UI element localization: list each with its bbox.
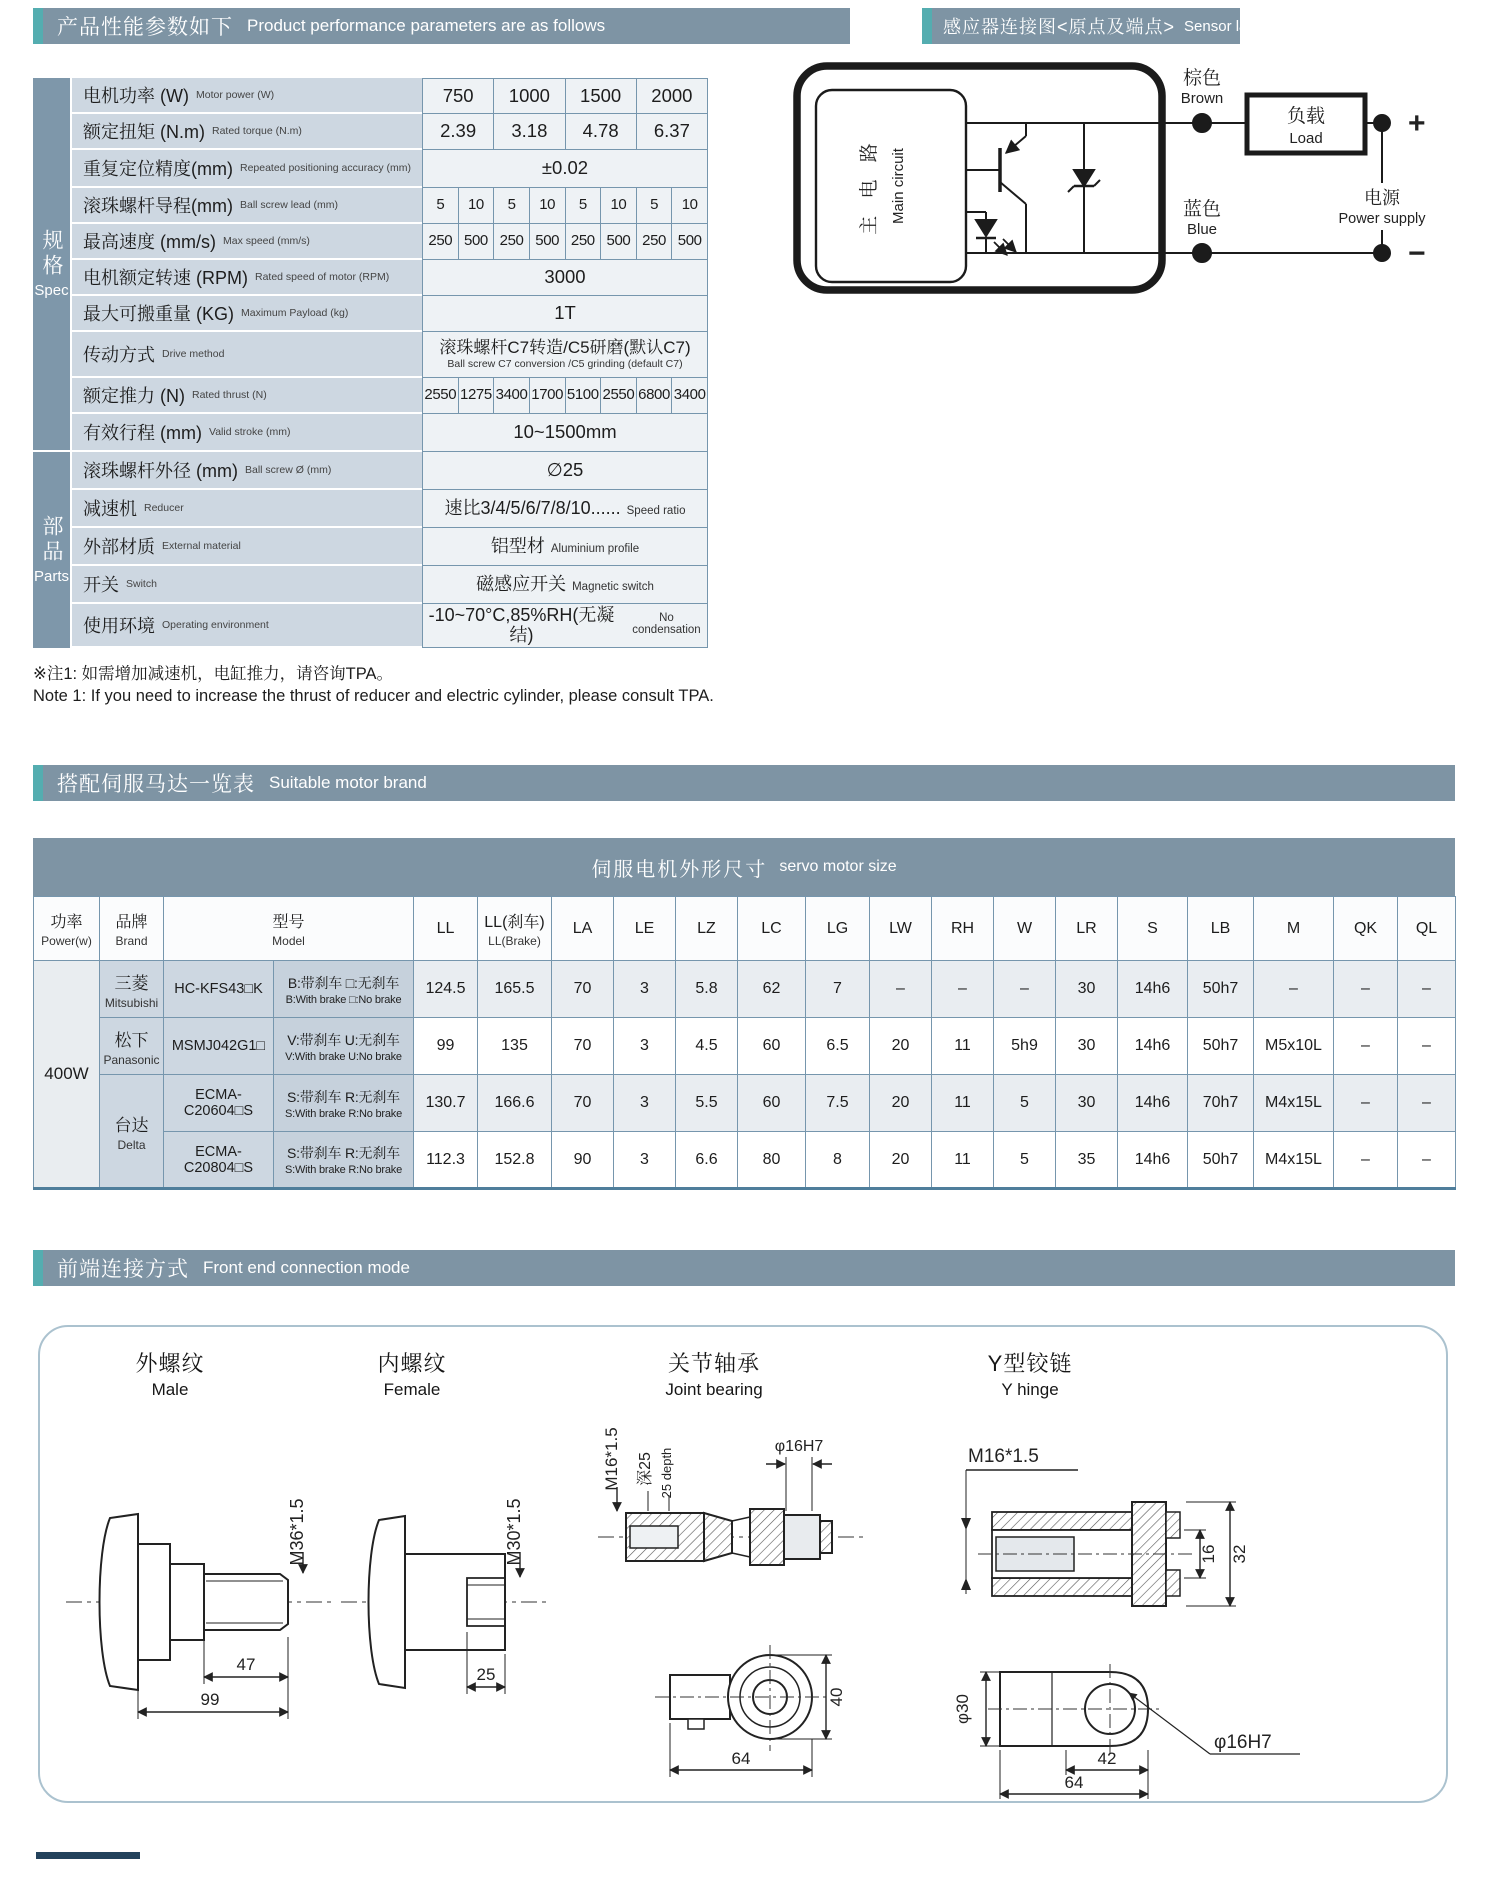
motor-table-title (33, 838, 1455, 896)
led-symbol (966, 212, 1016, 255)
spec-row-label: 电机功率 (W) Motor power (W) (72, 78, 422, 114)
dimension-cell: – (1398, 1132, 1456, 1189)
dimension-cell: 11 (932, 1075, 994, 1132)
spec-row-label: 传动方式 Drive method (72, 332, 422, 378)
spec-value-cell: ∅25 (422, 452, 707, 490)
spec-row-values (422, 188, 708, 224)
male-thread-label: M36*1.5 (287, 1498, 307, 1566)
dimension-cell: 3 (614, 961, 676, 1018)
motor-section-header (33, 765, 1455, 801)
spec-row-values (422, 150, 708, 188)
front-title-en: Front end connection mode (203, 1258, 410, 1277)
spec-row-values (422, 224, 708, 260)
header-col-M: M (1254, 897, 1334, 961)
teal-accent-bar (33, 1250, 43, 1286)
dimension-cell: 14h6 (1118, 961, 1188, 1018)
dimension-cell: 80 (738, 1132, 806, 1189)
load-label-zh: 负载 (1286, 106, 1326, 127)
dimension-cell: 70 (552, 1075, 614, 1132)
sidebar-parts-zh: 部品 (40, 515, 63, 565)
male-dim-99: 99 (200, 1690, 220, 1709)
note-en: Note 1: If you need to increase the thrust of reducer and electric cylinder, please consult TPA. (33, 687, 714, 705)
teal-accent-bar (922, 8, 932, 44)
spec-row-label: 最大可搬重量 (KG) Maximum Payload (kg) (72, 296, 422, 332)
spec-value-cell: 1275 (458, 378, 494, 414)
dimension-cell: M4x15L (1254, 1132, 1334, 1189)
brown-terminal-dot (1193, 114, 1211, 132)
header-col-LL: LL (414, 897, 478, 961)
dimension-cell: 70 (552, 1018, 614, 1075)
sensor-body-outline (797, 66, 1162, 290)
header-col-LB: LB (1188, 897, 1254, 961)
dimension-cell: – (870, 961, 932, 1018)
sidebar-spec (33, 78, 70, 450)
spec-value-cell: 250 (565, 224, 601, 260)
spec-table (33, 78, 708, 648)
dimension-cell: 62 (738, 961, 806, 1018)
header-col-LL(刹车): LL(刹车) LL(Brake) (478, 897, 552, 961)
dimension-cell: 60 (738, 1075, 806, 1132)
dimension-cell: 50h7 (1188, 961, 1254, 1018)
spec-row (72, 378, 708, 414)
spec-row-label: 重复定位精度(mm) Repeated positioning accuracy (mm) (72, 150, 422, 188)
dimension-cell: 30 (1056, 961, 1118, 1018)
spec-value-cell: 6.37 (636, 114, 707, 150)
spec-row (72, 188, 708, 224)
dimension-cell: – (932, 961, 994, 1018)
dimension-cell: 8 (806, 1132, 870, 1189)
dimension-cell: 35 (1056, 1132, 1118, 1189)
motor-table-title-zh: 伺服电机外形尺寸 (591, 858, 768, 881)
model-cell: ECMA-C20804□S (164, 1132, 274, 1189)
dimension-cell: 7 (806, 961, 870, 1018)
spec-row (72, 260, 708, 296)
main-circuit-label-en: Main circuit (890, 148, 907, 224)
spec-row-values (422, 452, 708, 490)
dimension-cell: 4.5 (676, 1018, 738, 1075)
spec-row-values (422, 490, 708, 528)
sidebar-parts (33, 452, 70, 648)
dimension-cell: 14h6 (1118, 1132, 1188, 1189)
transistor-symbol (966, 123, 1026, 253)
dimension-cell: 3 (614, 1132, 676, 1189)
spec-row-label: 电机额定转速 (RPM) Rated speed of motor (RPM) (72, 260, 422, 296)
spec-row-values (422, 414, 708, 452)
sidebar-parts-en: Parts (33, 568, 69, 585)
spec-value-cell: 1700 (529, 378, 565, 414)
spec-row-values (422, 604, 708, 648)
sensor-section-header (922, 8, 1276, 44)
spec-header-band (43, 8, 850, 44)
spec-rows (72, 78, 708, 648)
dimension-cell: 166.6 (478, 1075, 552, 1132)
dimension-cell: 14h6 (1118, 1018, 1188, 1075)
spec-row (72, 296, 708, 332)
spec-value-cell: 6800 (636, 378, 672, 414)
dimension-cell: 11 (932, 1132, 994, 1189)
spec-value-cell: 5 (636, 188, 672, 224)
yhinge-dim-16: 16 (1199, 1544, 1218, 1564)
sidebar-spec-en: Spec (34, 282, 69, 299)
dimension-cell: 30 (1056, 1075, 1118, 1132)
spec-row (72, 452, 708, 490)
dimension-cell: 7.5 (806, 1075, 870, 1132)
dimension-cell: – (1398, 961, 1456, 1018)
female-title-zh: 内螺纹 (377, 1351, 447, 1376)
header-col-LC: LC (738, 897, 806, 961)
dimension-cell: – (994, 961, 1056, 1018)
brake-option-cell: B:带刹车 □:无刹车 B:With brake □:No brake (274, 961, 414, 1018)
dimension-cell: 70h7 (1188, 1075, 1254, 1132)
yhinge-title-zh: Y型铰链 (987, 1351, 1073, 1376)
spec-row (72, 332, 708, 378)
spec-value-cell: 2550 (600, 378, 636, 414)
front-header-band (43, 1250, 1455, 1286)
spec-value-cell: 速比3/4/5/6/7/8/10...... Speed ratio (422, 490, 707, 528)
dimension-cell: 14h6 (1118, 1075, 1188, 1132)
spec-row-values (422, 528, 708, 566)
spec-title-en: Product performance parameters are as follows (247, 16, 606, 35)
dimension-cell: 50h7 (1188, 1018, 1254, 1075)
yhinge-bore-label: φ16H7 (1214, 1732, 1272, 1753)
spec-value-cell: 10 (529, 188, 565, 224)
dimension-cell: – (1334, 1132, 1398, 1189)
dimension-cell: – (1398, 1075, 1456, 1132)
dimension-cell: M5x10L (1254, 1018, 1334, 1075)
header-col-power: 功率 Power(w) (34, 897, 100, 961)
spec-value-cell: 3400 (671, 378, 707, 414)
yhinge-title-en: Y hinge (1001, 1380, 1059, 1399)
joint-dim-64: 64 (731, 1749, 751, 1768)
spec-value-cell: 3.18 (493, 114, 564, 150)
header-col-LR: LR (1056, 897, 1118, 961)
dimension-cell: 30 (1056, 1018, 1118, 1075)
spec-value-cell: 250 (422, 224, 458, 260)
zener-diode-symbol (1068, 123, 1100, 253)
sensor-wiring-diagram (772, 52, 1472, 314)
plus-sign: + (1408, 107, 1426, 140)
spec-row-label: 外部材质 External material (72, 528, 422, 566)
spec-row (72, 114, 708, 150)
power-label-zh: 电源 (1364, 188, 1400, 208)
header-col-LA: LA (552, 897, 614, 961)
spec-value-cell: 2000 (636, 78, 707, 114)
load-label-en: Load (1289, 130, 1323, 147)
spec-row (72, 604, 708, 648)
spec-value-cell: 250 (493, 224, 529, 260)
spec-row (72, 78, 708, 114)
spec-row-label: 有效行程 (mm) Valid stroke (mm) (72, 414, 422, 452)
yhinge-dim-64: 64 (1064, 1773, 1084, 1792)
spec-value-cell: 10 (600, 188, 636, 224)
joint-thread-label: M16*1.5 (602, 1427, 621, 1491)
dimension-cell: 70 (552, 961, 614, 1018)
spec-value-cell: 10 (458, 188, 494, 224)
spec-title-zh: 产品性能参数如下 (57, 16, 233, 39)
yhinge-dim-32: 32 (1230, 1544, 1249, 1564)
female-dim-25: 25 (476, 1665, 496, 1684)
spec-row-label: 减速机 Reducer (72, 490, 422, 528)
spec-value-cell: 500 (600, 224, 636, 260)
motor-header-band (43, 765, 1455, 801)
male-title (60, 1347, 280, 1400)
dimension-cell: – (1254, 961, 1334, 1018)
sensor-title-zh: 感应器连接图<原点及端点> (943, 17, 1176, 37)
joint-bore-label: φ16H7 (774, 1438, 824, 1455)
sensor-header-band (932, 8, 1276, 44)
spec-value-cell: 5 (422, 188, 458, 224)
spec-value-cell: 1000 (493, 78, 564, 114)
header-col-LG: LG (806, 897, 870, 961)
header-col-model: 型号 Model (164, 897, 414, 961)
front-title-zh: 前端连接方式 (57, 1258, 189, 1281)
spec-row-label: 开关 Switch (72, 566, 422, 604)
spec-value-cell: 500 (458, 224, 494, 260)
model-cell: ECMA-C20604□S (164, 1075, 274, 1132)
dimension-cell: 124.5 (414, 961, 478, 1018)
spec-value-cell: 5 (493, 188, 529, 224)
spec-row-values (422, 260, 708, 296)
spec-value-cell: 500 (529, 224, 565, 260)
dimension-cell: – (1398, 1018, 1456, 1075)
header-col-LW: LW (870, 897, 932, 961)
spec-value-cell: 3000 (422, 260, 707, 296)
spec-value-cell: 5 (565, 188, 601, 224)
spec-row-values (422, 332, 708, 378)
brake-option-cell: V:带刹车 U:无刹车 V:With brake U:No brake (274, 1018, 414, 1075)
model-cell: HC-KFS43□K (164, 961, 274, 1018)
blue-terminal-dot (1193, 244, 1211, 262)
header-col-LE: LE (614, 897, 676, 961)
spec-row-values (422, 378, 708, 414)
yhinge-dia-30: φ30 (953, 1694, 972, 1724)
dimension-cell: 50h7 (1188, 1132, 1254, 1189)
dimension-cell: 3 (614, 1018, 676, 1075)
sidebar-spec-zh: 规格 (40, 229, 63, 279)
motor-table-title-en: servo motor size (779, 858, 897, 875)
yhinge-thread-label: M16*1.5 (968, 1446, 1039, 1467)
front-section-header (33, 1250, 1455, 1286)
spec-row-label: 滚珠螺杆外径 (mm) Ball screw Ø (mm) (72, 452, 422, 490)
dimension-cell: 90 (552, 1132, 614, 1189)
spec-row (72, 566, 708, 604)
spec-row (72, 224, 708, 260)
header-col-QL: QL (1398, 897, 1456, 961)
dimension-cell: – (1334, 961, 1398, 1018)
spec-value-cell: 10~1500mm (422, 414, 707, 452)
motor-row (34, 1132, 1456, 1189)
spec-value-cell: 3400 (493, 378, 529, 414)
dimension-cell: – (1334, 1075, 1398, 1132)
brake-option-cell: S:带刹车 R:无刹车 S:With brake R:No brake (274, 1075, 414, 1132)
teal-accent-bar (33, 765, 43, 801)
spec-value-cell: 750 (422, 78, 493, 114)
minus-sign: − (1408, 237, 1426, 270)
spec-row (72, 150, 708, 188)
spec-value-cell: 2.39 (422, 114, 493, 150)
male-drawing (60, 1432, 340, 1762)
plus-terminal (1374, 115, 1390, 131)
spec-value-cell: 5100 (565, 378, 601, 414)
dimension-cell: 5.8 (676, 961, 738, 1018)
spec-row-label: 滚珠螺杆导程(mm) Ball screw lead (mm) (72, 188, 422, 224)
brown-label-zh: 棕色 (1182, 68, 1222, 89)
spec-section-header (33, 8, 850, 44)
dimension-cell: 20 (870, 1132, 932, 1189)
teal-accent-bar (33, 8, 43, 44)
header-col-W: W (994, 897, 1056, 961)
spec-row-values (422, 78, 708, 114)
spec-row-label: 使用环境 Operating environment (72, 604, 422, 648)
spec-row-values (422, 296, 708, 332)
spec-value-cell: 2550 (422, 378, 458, 414)
spec-row-label: 最高速度 (mm/s) Max speed (mm/s) (72, 224, 422, 260)
male-title-zh: 外螺纹 (135, 1351, 205, 1376)
female-title-en: Female (383, 1380, 441, 1399)
joint-title-zh: 关节轴承 (667, 1351, 760, 1376)
spec-value-cell: 铝型材 Aluminium profile (422, 528, 707, 566)
note-zh: ※注1: 如需增加减速机，电缸推力，请咨询TPA。 (33, 665, 394, 683)
spec-value-cell: 1T (422, 296, 707, 332)
motor-row (34, 1075, 1456, 1132)
spec-value-cell: 滚珠螺杆C7转造/C5研磨(默认C7) Ball screw C7 conversion /C5 grinding (default C7) (422, 332, 707, 378)
brand-cell: 三菱 Mitsubishi (100, 961, 164, 1018)
dimension-cell: 6.5 (806, 1018, 870, 1075)
male-dim-47: 47 (236, 1655, 256, 1674)
footer-bar (36, 1852, 140, 1859)
dimension-cell: 20 (870, 1075, 932, 1132)
yhinge-dim-42: 42 (1097, 1749, 1117, 1768)
dimension-cell: 6.6 (676, 1132, 738, 1189)
spec-value-cell: ±0.02 (422, 150, 707, 188)
motor-section-en: Suitable motor brand (269, 773, 427, 792)
brand-cell: 台达 Delta (100, 1075, 164, 1189)
sensor-title-en: Sensor layout (1184, 17, 1276, 35)
dimension-cell: 5 (994, 1075, 1056, 1132)
dimension-cell: 165.5 (478, 961, 552, 1018)
main-circuit-label-zh: 主 电 路 (859, 137, 880, 235)
blue-label-zh: 蓝色 (1182, 199, 1222, 220)
header-col-S: S (1118, 897, 1188, 961)
motor-row (34, 961, 1456, 1018)
female-thread-label: M30*1.5 (504, 1498, 524, 1566)
dimension-cell: 5 (994, 1132, 1056, 1189)
dimension-cell: – (1334, 1018, 1398, 1075)
dimension-cell: 5.5 (676, 1075, 738, 1132)
model-cell: MSMJ042G1□ (164, 1018, 274, 1075)
dimension-cell: 11 (932, 1018, 994, 1075)
female-drawing (335, 1432, 555, 1762)
spec-row (72, 414, 708, 452)
motor-section-zh: 搭配伺服马达一览表 (57, 773, 255, 796)
dimension-cell: 3 (614, 1075, 676, 1132)
blue-label-en: Blue (1186, 221, 1218, 238)
spec-value-cell: -10~70°C,85%RH(无凝结) No condensation (422, 604, 707, 648)
joint-depth-en: 25 depth (659, 1447, 674, 1499)
joint-depth-zh: 深25 (637, 1452, 654, 1486)
y-hinge-drawing (900, 1382, 1330, 1802)
joint-dim-40: 40 (827, 1687, 846, 1707)
dimension-cell: 60 (738, 1018, 806, 1075)
motor-table (33, 896, 1456, 1190)
spec-row (72, 528, 708, 566)
dimension-cell: 152.8 (478, 1132, 552, 1189)
spec-value-cell: 磁感应开关 Magnetic switch (422, 566, 707, 604)
brand-cell: 松下 Panasonic (100, 1018, 164, 1075)
header-col-RH: RH (932, 897, 994, 961)
minus-terminal (1374, 245, 1390, 261)
header-col-brand: 品牌 Brand (100, 897, 164, 961)
spec-value-cell: 4.78 (565, 114, 636, 150)
dimension-cell: 20 (870, 1018, 932, 1075)
female-title (302, 1347, 522, 1400)
male-title-en: Male (151, 1380, 189, 1399)
dimension-cell: 99 (414, 1018, 478, 1075)
spec-row-label: 额定推力 (N) Rated thrust (N) (72, 378, 422, 414)
spec-value-cell: 250 (636, 224, 672, 260)
power-label-en: Power supply (1338, 211, 1426, 227)
spec-value-cell: 10 (671, 188, 707, 224)
motor-row (34, 1018, 1456, 1075)
power-cell: 400W (34, 961, 100, 1189)
brown-label-en: Brown (1180, 90, 1224, 107)
joint-title-en: Joint bearing (665, 1380, 763, 1399)
spec-row-values (422, 566, 708, 604)
dimension-cell: 112.3 (414, 1132, 478, 1189)
front-connection-box (38, 1325, 1448, 1803)
brake-option-cell: S:带刹车 R:无刹车 S:With brake R:No brake (274, 1132, 414, 1189)
spec-row-values (422, 114, 708, 150)
dimension-cell: M4x15L (1254, 1075, 1334, 1132)
dimension-cell: 5h9 (994, 1018, 1056, 1075)
header-col-QK: QK (1334, 897, 1398, 961)
dimension-cell: 130.7 (414, 1075, 478, 1132)
spec-value-cell: 1500 (565, 78, 636, 114)
spec-value-cell: 500 (671, 224, 707, 260)
header-col-LZ: LZ (676, 897, 738, 961)
spec-row-label: 额定扭矩 (N.m) Rated torque (N.m) (72, 114, 422, 150)
spec-row (72, 490, 708, 528)
joint-bearing-drawing (570, 1387, 880, 1797)
dimension-cell: 135 (478, 1018, 552, 1075)
